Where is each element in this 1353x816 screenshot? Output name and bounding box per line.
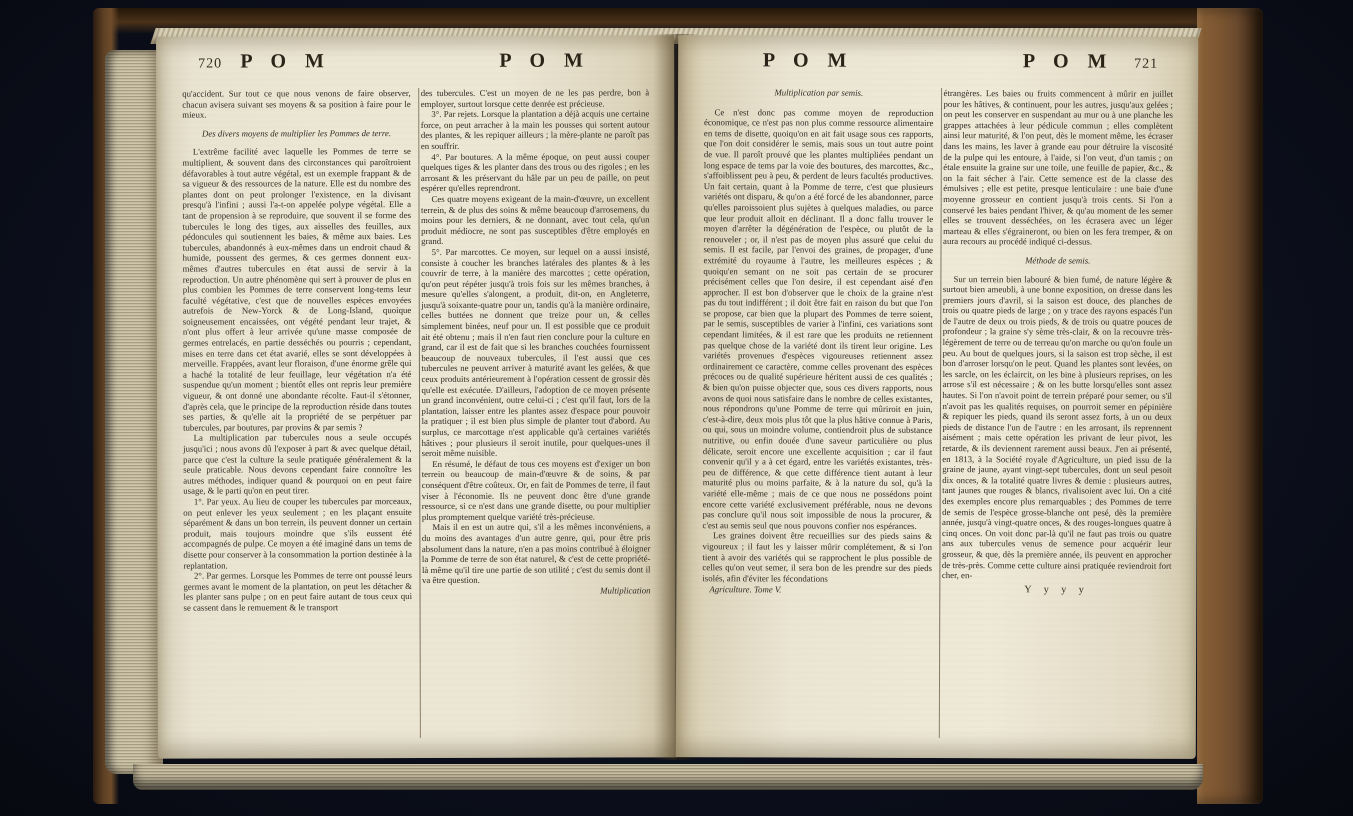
right-page-header (678, 49, 1198, 85)
page-number-left: 720 (198, 56, 223, 72)
text-column (700, 87, 941, 738)
page-number-right: 721 (1134, 56, 1159, 72)
gathering-mark: Y y y y (1024, 584, 1089, 596)
running-head: P O M (1022, 50, 1114, 73)
text-paragraph: L'extrême facilité avec laquelle les Pommes de terre se multiplient, & souvent dans des circonstances qui paroîtroient défavorables à tout autre végétal, est un exemple frappant & de sa vigueur & des ressources de la nature. Elle est du nombre des plantes dont on peut prolonger l'existence, en la divisant presqu'à l'infini ; aussi l'a-t-on appelée polype végétal. Elle a tant de propension à se reproduire, que souvent il se forme des tubercules le long des tiges, aux aisselles des feuilles, aux pédoncules qui soutiennent les baies, & même aux baies. Les tubercules, abandonnés à eux-mêmes dans un endroit chaud & humide, poussent des germes, & ces germes donnent eux-mêmes d'autres tubercules en état aussi de servir à la reproduction. Un autre phénomène qui sert à prouver de plus en plus combien les Pommes de terre conservent long-tems leur faculté végétative, c'est que de nouvelles espèces envoyées autrefois de New-Yorck & de Long-Island, quoique soigneusement encaissées, ont végété pendant leur trajet, & n'ont plus offert à leur arrivée qu'une masse composée de germes entrelacés, en partie desséchés ou pourris ; cependant, mises en terre dans cet état avarié, elles se sont développées à merveille. Frappées, avant leur floraison, d'une énorme grêle qui a haché la totalité de leur feuillage, leur végétation n'a été suspendue qu'un moment ; bientôt elles ont repris leur première vigueur, & ont donné une abondante récolte. Faut-il s'étonner, d'après cela, que le principe de la reproduction réside dans toutes ses parties, & qu'elle ait la propriété de se perpétuer par tubercules, par boutures, par provins & par semis ? (182, 146, 412, 433)
text-paragraph: En résumé, le défaut de tous ces moyens est d'exiger un bon terrein ou beaucoup de main-d'œuvre & de soins, & par conséquent d'être coûteux. Or, en fait de Pommes de terre, il faut viser à l'économie. Ils ne peuvent donc être d'une grande ressource, si ce n'est dans une grande disette, ou pour multiplier plus promptement quelque variété très-précieuse. (421, 458, 651, 522)
running-head: P O M (762, 49, 854, 72)
running-head: P O M (499, 49, 590, 72)
text-column (419, 87, 658, 738)
right-page-columns (700, 87, 1180, 739)
text-column (939, 88, 1180, 739)
text-paragraph: Les graines doivent être recueillies sur des pieds sains & vigoureux ; il faut les y laisser mûrir complétement, & si l'on tient à avoir des variétés qui se rapprochent le plus possible de celles qu'on veut semer, il sera bon de les prendre sur des pieds isolés, afin d'éviter les fécondations (702, 530, 933, 584)
book-cover-right-edge (1197, 8, 1263, 804)
text-paragraph: 2°. Par germes. Lorsque les Pommes de terre ont poussé leurs germes avant le moment de la plantation, on peut les détacher & les planter sans pulpe ; on en peut faire autant de tous ceux qui se cassent dans le remuement & le transport (183, 570, 413, 613)
text-paragraph: étrangères. Les baies ou fruits commencent à mûrir en juillet pour les hâtives, & continuent, pour les autres, jusqu'aux gelées ; on peut les conserver en suspendant au mur ou à une planche les grappes attachées à leur pédicule commun ; elles complètent ainsi leur maturité, & l'on peut, dès le moment même, les écraser dans les mains, les laver à grande eau pour détruire la viscosité de la pulpe qui les entoure, à l'aide, si l'on veut, d'un tamis ; on étale ensuite la graine sur une toile, une feuille de papier, &c., & on la fait sécher à l'air. Cette semence est de la classe des émulsives ; elle est petite, presque lenticulaire : une baie d'une moyenne grosseur en contient jusqu'à trois cents. Si l'on a conservé les baies pendant l'hiver, & qu'au moment de les semer elles se trouvent desséchées, on les écrasera avec un léger marteau & elles s'égraineront, ou bien on les fera tremper, & on aura recours au procédé indiqué ci-dessus. (943, 88, 1174, 247)
text-paragraph: Mais il en est un autre qui, s'il a les mêmes inconvéniens, a du moins des avantages d'un autre genre, qui, pour être pris absolument dans la nature, n'en a pas moins contribué à éloigner la Pomme de terre de son état naturel, & c'est de cette propriété-là même qu'il tire une partie de son utilité ; c'est du semis dont il va être question. (421, 521, 651, 586)
text-paragraph: La multiplication par tubercules nous a seule occupés jusqu'ici ; nous avons dû l'exposer à part & avec quelque détail, parce que c'est la culture la seule pratiquée généralement & la seule praticable. Nous devons cependant faire connoître les autres méthodes, indiquer quand & pourquoi on en peut faire usage, & le parti qu'on en peut tirer. (183, 432, 412, 496)
text-paragraph: Ces quatre moyens exigeant de la main-d'œuvre, un excellent terrein, & de plus des soins & même beaucoup d'arrosemens, du moins pour les derniers, & ne donnant, avec tout cela, qu'un produit médiocre, ne sont pas susceptibles d'être employés en grand. (420, 193, 650, 247)
text-paragraph: Sur un terrein bien labouré & bien fumé, de nature légère & surtout bien ameubli, à une bonne exposition, on dresse dans les premiers jours d'avril, si la saison est douce, des planches de trois ou quatre pieds de large ; on y trace des rayons espacés l'un de l'autre de deux ou trois pieds, & de trois ou quatre pouces de profondeur ; la graine s'y sème très-clair, & on la recouvre très-légèrement de terre ou de terreau qu'on marche ou qu'on foule un peu. Au bout de quelques jours, si la saison est trop sèche, il est bon d'arroser lorsqu'on le peut. Quand les plantes sont levées, on les sarcle, on les éclaircit, on les bine à plusieurs reprises, on les arrose s'il est nécessaire ; & on les butte lorsqu'elles sont assez hautes. Si l'on n'avoit point de terrein préparé pour semer, ou s'il n'avoit pas les qualités requises, on pourroit semer en pépinière & repiquer les pieds, quand ils seront assez forts, à un ou deux pieds de distance l'un de l'autre : en les arrosant, ils reprennent aisément ; mais cette opération les privant de leur pivot, les retarde, & ils deviennent rarement aussi beaux. J'en ai présenté, en 1813, à la Société royale d'Agriculture, un pied issu de la graine de jaune, ayant vingt-sept tubercules, dont un seul pesoit dix onces, & la totalité quatre livres & demie : plusieurs autres, tant jaunes que rouges & blancs, rivalisoient avec lui. On a cité des exemples encore plus remarquables ; des Pommes de terre de semis de l'espèce grosse-blanche ont pesé, dès la première année, jusqu'à vingt-quatre onces, & des rouges-longues quatre à cinq onces. On voit donc par-là qu'il ne faut pas trois ou quatre ans aux tubercules venus de semence pour acquérir leur grosseur, & que, dès la première année, ils peuvent en approcher de très-près. Comme cette culture ainsi pratiquée reviendroit fort cher, en- (941, 273, 1173, 581)
book (93, 8, 1263, 804)
left-page-header (156, 49, 674, 84)
signature-line: Agriculture. Tome V. (709, 584, 782, 595)
text-paragraph: 4°. Par boutures. A la même époque, on peut aussi couper quelques tiges & les planter dans des trous ou des rigoles ; en les arrosant & les préservant du hâle par un peu de paille, on peut espérer qu'elles reprendront. (420, 150, 650, 194)
right-page (676, 35, 1199, 759)
section-heading: Multiplication par semis. (774, 87, 864, 98)
section-heading: Méthode de semis. (1025, 255, 1091, 266)
left-page-columns (180, 87, 658, 738)
text-paragraph: des tubercules. C'est un moyen de ne les pas perdre, bon à employer, surtout lorsque cette denrée est précieuse. (420, 87, 650, 109)
text-paragraph: 3°. Par rejets. Lorsque la plantation a déjà acquis une certaine force, on peut arracher à la main les pousses qui sortent autour des plantes, & les repiquer ailleurs ; la mère-plante ne paroît pas en souffrir. (420, 108, 650, 151)
page-edges-bottom (133, 764, 1203, 790)
text-paragraph: Ce n'est donc pas comme moyen de reproduction économique, ce n'est pas non plus comme ressource alimentaire en tems de disette, quoiqu'on en ait fait usage sous ces rapports, que l'on doit considérer le semis, mais sous un tout autre point de vue. Il paroît prouvé que les plantes multipliées pendant un long espace de tems par la voie des boutures, des marcottes, &c., s'affoiblissent peu à peu, & perdent de leurs facultés productives. Un fait certain, quant à la Pomme de terre, c'est que plusieurs variétés ont disparu, & qu'on a été forcé de les abandonner, parce qu'elles paroissoient plus sujètes à quelques maladies, ou parce que leur produit alloit en déclinant. Il a donc fallu trouver le moyen d'arrêter la dégénération de l'espèce, ou plutôt de la renouveler ; or, il n'est pas de moyen plus assuré que celui du semis. Il est facile, par l'envoi des graines, de propager, d'une extrémité du royaume à l'autre, les meilleures espèces ; & quoiqu'en semant on ne soit pas certain de se procurer précisément celles que l'on desire, il est cependant aisé d'en approcher. Il est bon d'observer que le choix de la graine n'est pas du tout indifférent ; il doit être fait en raison du but que l'on se propose, car bien que la plupart des Pommes de terre soient, par le semis, susceptibles de varier à l'infini, ces variations sont cependant limitées, & il est rare que les produits ne retiennent pas quelque chose de la variété dont ils tirent leur origine. Les variétés provenues d'espèces vigoureuses retiennent assez ordinairement ce caractère, comme celles provenant des espèces précoces ou de qualité supérieure héritent aussi de ces qualités ; & bien qu'on puisse objecter que, sous ces divers rapports, nous avons de quoi nous satisfaire dans le nombre de celles existantes, nous répondrons qu'une Pomme de terre qui mûriroit en juin, c'est-à-dire, deux mois plus tôt que la plus hâtive connue à Paris, ou qui, sous un moindre volume, contiendroit plus de substance nutritive, ou enfin douée d'une saveur particulière ou plus délicate, seroit encore une excellente acquisition ; car il faut convenir qu'il y a à cet égard, entre les variétés existantes, très-peu de différence, & que cette différence tient autant à leur maturité plus ou moins parfaite, & à la nature du sol, qu'à la variété elle-même ; mais de ce que nous ne possédons point encore cette variété exclusivement préférable, nous ne devons pas conclure qu'il nous soit impossible de nous la procurer, & c'est au semis seul que nous pouvons confier nos espérances. (702, 106, 934, 531)
text-paragraph: 5°. Par marcottes. Ce moyen, sur lequel on a aussi insisté, consiste à coucher les branches latérales des plantes & à les couvrir de terre, à la manière des marcottes ; cette opération, qu'on peut répéter jusqu'à trois fois sur les mêmes branches, à mesure qu'elles s'alongent, a produit, dit-on, en Angleterre, jusqu'à soixante-quatre pour un, tandis qu'à la manière ordinaire, celles buttées ne donnent que treize pour un, & celles simplement binées, neuf pour un. Il est possible que ce produit ait été obtenu ; mais il n'en faut rien conclure pour la culture en grand, car il est de fait que si les branches couchées fournissent beaucoup de nouveaux tubercules, il l'est aussi que ces tubercules ne peuvent arriver à maturité avant les gelées, & que ceux produits antérieurement à l'opération cessent de grossir dès qu'elle est exécutée. D'ailleurs, l'adoption de ce moyen présente un grand inconvénient, outre celui-ci ; c'est qu'il faut, lors de la plantation, laisser entre les plantes assez d'espace pour pouvoir la pratiquer ; il est bien plus simple de planter tout d'abord. Au surplus, ce marcottage n'est applicable qu'à certaines variétés hâtives ; pour plusieurs il seroit inutile, pour quelques-unes il seroit même nuisible. (421, 246, 651, 459)
text-paragraph: qu'accident. Sur tout ce que nous venons de faire observer, chacun avisera suivant ses moyens & sa position à faire pour le mieux. (182, 88, 411, 120)
page-edges-left (105, 50, 163, 774)
text-column (180, 88, 419, 739)
left-page (156, 35, 676, 758)
catchword: Multiplication (600, 585, 651, 596)
text-paragraph: 1°. Par yeux. Au lieu de couper les tubercules par morceaux, on peut enlever les yeux seulement ; en les plaçant ensuite séparément & dans un bon terrein, ils peuvent donner un certain produit, mais toujours moindre que s'ils eussent été accompagnés de pulpe. Ce moyen a été imaginé dans un tems de disette pour conserver à la consommation la portion destinée à la replantation. (183, 495, 412, 571)
running-head: P O M (240, 50, 331, 73)
section-heading: Des divers moyens de multiplier les Pommes de terre. (202, 127, 392, 139)
